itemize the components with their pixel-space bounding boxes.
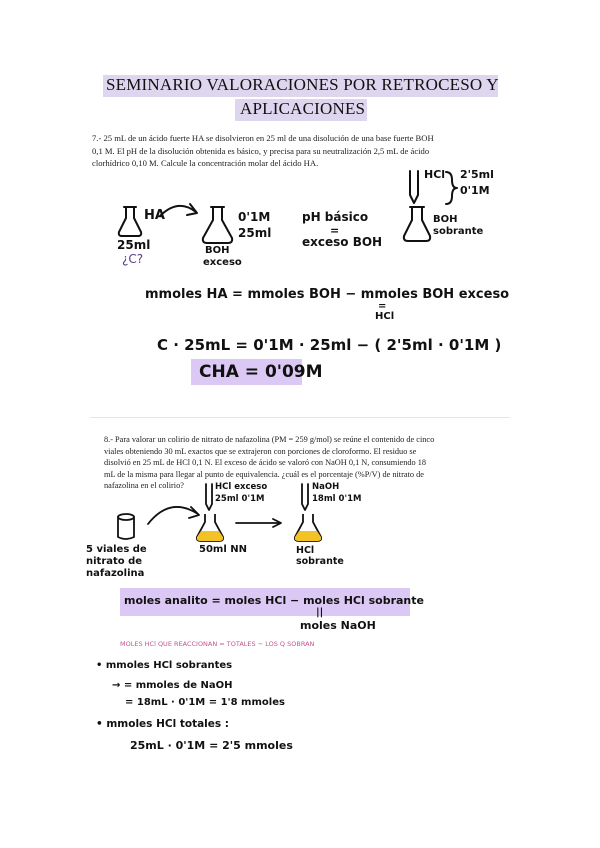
bullet-totales-a: 25mL · 0'1M = 2'5 mmoles: [130, 739, 293, 752]
burette-conc: 0'1M: [460, 184, 490, 197]
equation-equiv: =: [378, 301, 387, 312]
burette-icon: [206, 484, 212, 510]
ph-note: pH básico: [302, 210, 369, 224]
flask-2-label: exceso: [203, 257, 242, 268]
title-line-1: SEMINARIO VALORACIONES POR RETROCESO Y: [106, 75, 499, 94]
flask-3-label: sobrante: [433, 226, 484, 237]
flask-2-label: HCl: [296, 545, 315, 556]
statement-line: viales obteniendo 30 mL exactos que se extrajeron con porciones de cloroformo. El residuo se: [104, 446, 417, 456]
equation-equiv: ||: [316, 607, 324, 618]
bullet-totales: • mmoles HCl totales :: [96, 718, 229, 730]
statement-line: 8.- Para valorar un colirio de nitrato de nafazolina (PM = 259 g/mol) se reúne el contenido de cinco: [104, 435, 435, 444]
note-line: MOLES HCl QUE REACCIONAN = TOTALES − LOS Q SOBRAN: [120, 640, 315, 648]
burette-2-values: 18ml 0'1M: [312, 494, 362, 504]
title-line-2: APLICACIONES: [240, 99, 366, 118]
flask-1-label: HA: [144, 208, 165, 223]
curved-arrow-icon: [148, 507, 198, 524]
statement-line: disolvió en 25 mL de HCl 0,1 N. El exceso de ácido se valoró con NaOH 0,1 N, consumiendo 18: [104, 458, 427, 467]
equation-sub-naoh: moles NaOH: [300, 619, 376, 632]
burette-icon: [302, 484, 308, 510]
statement-line: nafazolina en el colirio?: [104, 481, 184, 490]
bullet-sobrantes: • mmoles HCl sobrantes: [96, 660, 233, 671]
vial-icon: [118, 514, 134, 520]
burette-volume: 2'5ml: [460, 168, 494, 181]
bullet-sobrantes-a: → = mmoles de NaOH: [112, 680, 233, 691]
equation-moles-analito: moles analito = moles HCl − moles HCl sobrante: [124, 594, 424, 607]
equation-concentration: C · 25mL = 0'1M · 25ml − ( 2'5ml · 0'1M ): [157, 336, 502, 354]
statement-line: 7.- 25 mL de un ácido fuerte HA se disolvieron en 25 ml de una disolución de una base fuerte BOH: [92, 133, 434, 143]
burette-1-label: HCl exceso: [215, 482, 268, 492]
burette-label: HCl: [424, 168, 446, 181]
flask-3-label: BOH: [433, 214, 458, 225]
bullet-sobrantes-b: = 18mL · 0'1M = 1'8 mmoles: [125, 697, 285, 708]
flask-2-label: BOH: [205, 245, 230, 256]
flask-2-volume: 25ml: [238, 226, 272, 240]
statement-line: 0,1 M. El pH de la disolución obtenida es básico, y precisa para su neutralización 2,5 mL de ácido: [92, 145, 430, 156]
flask-1-label: 50ml NN: [199, 544, 247, 555]
flask-1-note: ¿C?: [122, 252, 144, 266]
burette-2-label: NaOH: [312, 482, 340, 492]
statement-line: clorhídrico 0,10 M. Calcule la concentración molar del ácido HA.: [92, 158, 319, 168]
equation-sub-hcl: HCl: [375, 311, 395, 322]
vial-label-line: 5 viales de: [86, 544, 147, 555]
burette-1-values: 25ml 0'1M: [215, 494, 265, 504]
equation-mmoles: mmoles HA = mmoles BOH − mmoles BOH exceso: [145, 287, 510, 302]
flask-2-label: sobrante: [296, 556, 344, 567]
vial-label-line: nitrato de: [86, 556, 143, 567]
vial-label: [86, 544, 147, 580]
statement-line: mL de la misma para llegar al punto de equivalencia. ¿cuál es el porcentaje (%P/V) de nitrato de: [104, 469, 424, 479]
flask-2-conc: 0'1M: [238, 210, 271, 224]
result-highlight: CHA = 0'09M: [191, 359, 302, 385]
ph-note-equals: =: [330, 224, 340, 237]
vial-label-line: nafazolina: [86, 568, 145, 579]
flask-1-volume: 25ml: [117, 238, 151, 252]
ph-note: exceso BOH: [302, 235, 383, 249]
